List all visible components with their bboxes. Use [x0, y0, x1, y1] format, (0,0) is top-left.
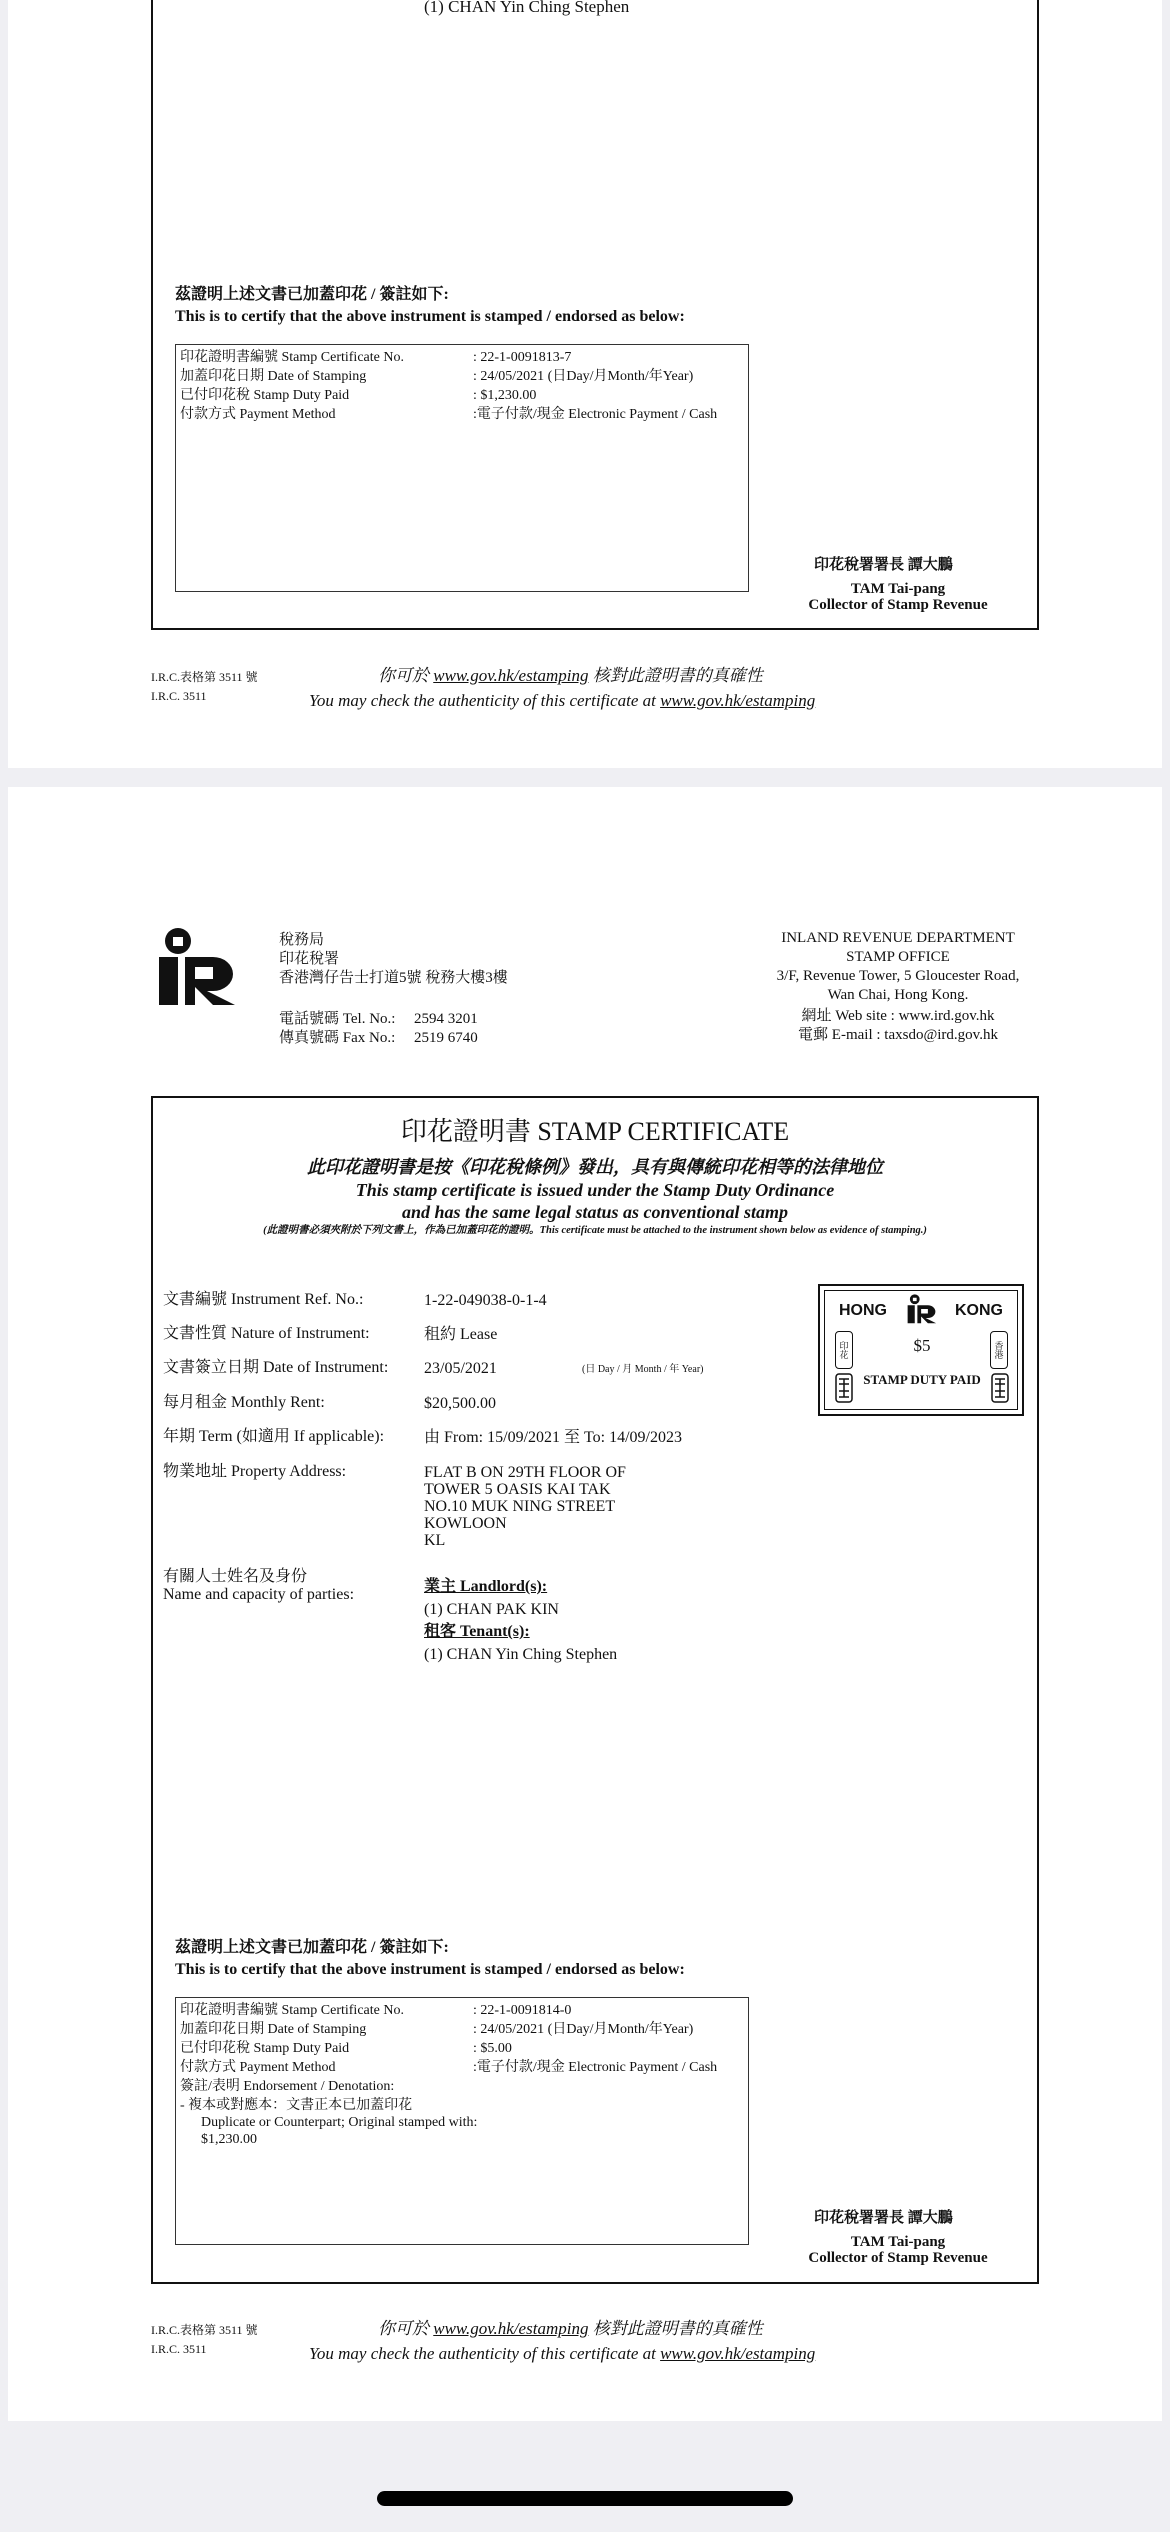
collector-title: Collector of Stamp Revenue: [808, 2250, 988, 2266]
stamp-chop-left: 印花: [835, 1331, 853, 1369]
collector-name: TAM Tai-pang: [850, 581, 946, 597]
email[interactable]: 電郵 E-mail : taxsdo@ird.gov.hk: [798, 1027, 998, 1043]
estamping-link[interactable]: www.gov.hk/estamping: [660, 2344, 816, 2363]
tel-label: 電話號碼 Tel. No.:: [279, 1011, 396, 1027]
website[interactable]: 網址 Web site : www.ird.gov.hk: [801, 1008, 995, 1024]
date-format-hint: (日 Day / 月 Month / 年 Year): [582, 1364, 704, 1375]
stamp-chop-right: 香港: [990, 1331, 1008, 1369]
detail-value: : $1,230.00: [473, 388, 537, 403]
property-address: FLAT B ON 29TH FLOOR OF: [424, 1464, 626, 1481]
detail-label: 印花證明書編號 Stamp Certificate No.: [180, 350, 404, 365]
office-en: STAMP OFFICE: [846, 949, 950, 965]
parties-label-zh: 有關人士姓名及身份: [163, 1568, 308, 1585]
property-address: KOWLOON: [424, 1515, 507, 1532]
collector-zh: 印花稅署署長 譚大鵬: [814, 557, 953, 573]
property-address: TOWER 5 OASIS KAI TAK: [424, 1481, 611, 1498]
stamp-ir-logo: [906, 1294, 940, 1324]
instrument-date: 23/05/2021: [424, 1360, 497, 1377]
detail-value: : 24/05/2021 (日Day/月Month/年Year): [473, 369, 694, 384]
field-label: 文書性質 Nature of Instrument:: [163, 1325, 370, 1342]
tel-value: 2594 3201: [414, 1011, 478, 1027]
dept-en: INLAND REVENUE DEPARTMENT: [781, 930, 1015, 946]
detail-label: 已付印花稅 Stamp Duty Paid: [180, 2041, 350, 2056]
tenant-label: 租客 Tenant(s):: [424, 1623, 530, 1640]
subtitle-zh: 此印花證明書是按《印花稅條例》發出，具有與傳統印花相等的法律地位: [307, 1157, 883, 1177]
subtitle-en-1: This stamp certificate is issued under the Stamp Duty Ordinance: [355, 1180, 835, 1200]
certify-zh: 茲證明上述文書已加蓋印花 / 簽註如下:: [175, 1939, 449, 1956]
field-label: 每月租金 Monthly Rent:: [163, 1394, 325, 1411]
property-address: KL: [424, 1532, 446, 1549]
collector-zh: 印花稅署署長 譚大鵬: [814, 2210, 953, 2226]
endorsement-line: - 複本或對應本：文書正本已加蓋印花: [180, 2098, 413, 2113]
landlord-label: 業主 Landlord(s):: [424, 1578, 548, 1595]
certificate-page-2: [8, 787, 1162, 2421]
detail-value: : $5.00: [473, 2041, 512, 2056]
endorsement-line: Duplicate or Counterpart; Original stamped with:: [201, 2115, 478, 2130]
property-address: NO.10 MUK NING STREET: [424, 1498, 616, 1515]
estamping-link[interactable]: www.gov.hk/estamping: [433, 666, 589, 685]
detail-label: 付款方式 Payment Method: [180, 407, 336, 422]
tenant-line: (1) CHAN Yin Ching Stephen: [424, 0, 630, 16]
certificate-title: 印花證明書 STAMP CERTIFICATE: [400, 1117, 790, 1146]
stamp-seal-right-icon: [991, 1373, 1009, 1403]
check-line-zh: 你可於 www.gov.hk/estamping 核對此證明書的真確性: [378, 2319, 763, 2338]
stamping-details-box: [175, 1997, 749, 2245]
certify-en: This is to certify that the above instrument is stamped / endorsed as below:: [175, 1961, 685, 1978]
detail-label: 加蓋印花日期 Date of Stamping: [180, 2022, 367, 2037]
detail-value: :電子付款/現金 Electronic Payment / Cash: [473, 2060, 718, 2075]
field-label: 年期 Term (如適用 If applicable):: [163, 1428, 385, 1445]
check-line-en: You may check the authenticity of this certificate at www.gov.hk/estamping: [309, 691, 816, 710]
detail-label: 已付印花稅 Stamp Duty Paid: [180, 388, 350, 403]
endorsement-label: 簽註/表明 Endorsement / Denotation:: [180, 2079, 395, 2094]
detail-label: 印花證明書編號 Stamp Certificate No.: [180, 2003, 404, 2018]
form-number-zh: I.R.C.表格第 3511 號: [151, 670, 258, 684]
fax-value: 2519 6740: [414, 1030, 478, 1046]
stamp-amount: $5: [913, 1336, 931, 1355]
check-line-zh: 你可於 www.gov.hk/estamping 核對此證明書的真確性: [378, 666, 763, 685]
stamping-details-box: [175, 344, 749, 592]
estamping-link[interactable]: www.gov.hk/estamping: [660, 691, 816, 710]
detail-value: :電子付款/現金 Electronic Payment / Cash: [473, 407, 718, 422]
tenant-name: (1) CHAN Yin Ching Stephen: [424, 1646, 618, 1663]
detail-value: : 24/05/2021 (日Day/月Month/年Year): [473, 2022, 694, 2037]
fax-label: 傳真號碼 Fax No.:: [279, 1030, 396, 1046]
stamp-kong: KONG: [955, 1302, 1003, 1319]
endorsement-amount: $1,230.00: [201, 2132, 257, 2147]
detail-label: 加蓋印花日期 Date of Stamping: [180, 369, 367, 384]
detail-value: : 22-1-0091814-0: [473, 2003, 572, 2018]
stamp-duty-paid-stamp: [818, 1284, 1024, 1416]
instrument-ref: 1-22-049038-0-1-4: [424, 1292, 547, 1309]
office-zh: 印花稅署: [279, 951, 340, 967]
certificate-page-1: [8, 0, 1162, 768]
instrument-nature: 租約 Lease: [424, 1326, 498, 1343]
collector-title: Collector of Stamp Revenue: [808, 597, 988, 613]
ird-logo: [155, 927, 245, 1007]
parties-label-en: Name and capacity of parties:: [163, 1586, 355, 1603]
address-en-1: 3/F, Revenue Tower, 5 Gloucester Road,: [776, 968, 1020, 984]
dept-zh: 稅務局: [279, 932, 325, 948]
landlord-name: (1) CHAN PAK KIN: [424, 1601, 559, 1618]
field-label: 文書編號 Instrument Ref. No.:: [163, 1291, 364, 1308]
certify-en: This is to certify that the above instrument is stamped / endorsed as below:: [175, 308, 685, 325]
detail-label: 付款方式 Payment Method: [180, 2060, 336, 2075]
stamp-caption: STAMP DUTY PAID: [863, 1372, 981, 1387]
stamp-hong: HONG: [839, 1302, 887, 1319]
field-label: 物業地址 Property Address:: [163, 1463, 347, 1480]
certify-zh: 茲證明上述文書已加蓋印花 / 簽註如下:: [175, 286, 449, 303]
term: 由 From: 15/09/2021 至 To: 14/09/2023: [424, 1429, 683, 1446]
field-label: 文書簽立日期 Date of Instrument:: [163, 1359, 389, 1376]
address-en-2: Wan Chai, Hong Kong.: [827, 987, 969, 1003]
detail-value: : 22-1-0091813-7: [473, 350, 572, 365]
estamping-link[interactable]: www.gov.hk/estamping: [433, 2319, 589, 2338]
home-indicator[interactable]: [377, 2491, 793, 2506]
address-zh: 香港灣仔告士打道5號 稅務大樓3樓: [279, 970, 508, 986]
form-number-en: I.R.C. 3511: [151, 2342, 207, 2356]
collector-name: TAM Tai-pang: [850, 2234, 946, 2250]
subtitle-en-2: and has the same legal status as conventional stamp: [401, 1202, 789, 1222]
form-number-zh: I.R.C.表格第 3511 號: [151, 2323, 258, 2337]
stamp-seal-left-icon: [835, 1373, 853, 1403]
check-line-en: You may check the authenticity of this certificate at www.gov.hk/estamping: [309, 2344, 816, 2363]
attach-note: (此證明書必須夾附於下列文書上，作為已加蓋印花的證明。This certificate must be attached to the instrument shown below as evidence of stamping.): [263, 1225, 927, 1236]
form-number-en: I.R.C. 3511: [151, 689, 207, 703]
monthly-rent: $20,500.00: [424, 1395, 496, 1412]
